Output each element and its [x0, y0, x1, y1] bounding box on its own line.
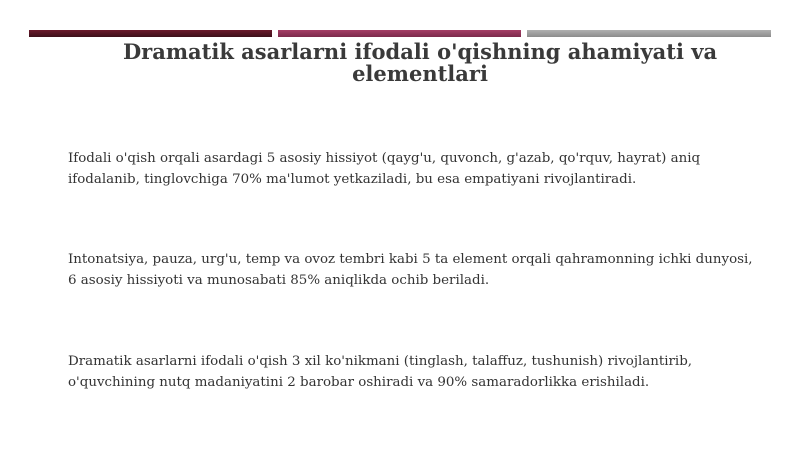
decorative-bar-gray [527, 30, 771, 37]
paragraph-1: Ifodali o'qish orqali asardagi 5 asosiy hissiyot (qayg'u, quvonch, g'azab, qo'rquv, hayrat) aniq ifodalanib, tinglovchiga 70% ma'lumot yetkaziladi, bu esa empatiyani rivojlantiradi. [68, 151, 701, 187]
paragraph-2: Intonatsiya, pauza, urg'u, temp va ovoz tembri kabi 5 ta element orqali qahramonning ichki dunyosi, 6 asosiy hissiyoti va munosabati 85% aniqlikda ochib beriladi. [68, 252, 753, 288]
slide-title: Dramatik asarlarni ifodali o'qishning ahamiyati va elementlari [122, 39, 718, 86]
paragraph-3: Dramatik asarlarni ifodali o'qish 3 xil ko'nikmani (tinglash, talaffuz, tushunish) rivojlantirib, o'quvchining nutq madaniyatini 2 barobar oshiradi va 90% samaradorlikka erishiladi. [68, 354, 693, 390]
decorative-bar-magenta [278, 30, 521, 37]
decorative-bar-dark-red [29, 30, 272, 37]
